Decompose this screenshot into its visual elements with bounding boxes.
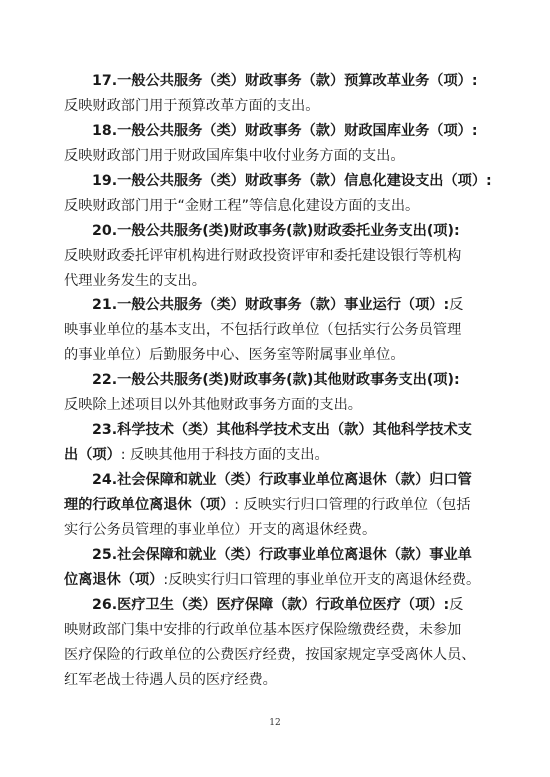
entry-heading: 22.一般公共服务(类)财政事务(款)其他财政事务支出(项):	[92, 372, 460, 388]
entry-heading: 21.一般公共服务（类）财政事务（款）事业运行（项）:	[92, 297, 450, 313]
entry-heading: 17.一般公共服务（类）财政事务（款）预算改革业务（项）:	[92, 73, 478, 89]
entry-17	[64, 69, 504, 119]
entry-description: 代理业务发生的支出。	[64, 273, 206, 289]
entry-20	[64, 219, 504, 294]
entry-18	[64, 119, 504, 169]
entry-continuation	[64, 443, 504, 468]
entry-21	[64, 293, 504, 368]
entry-19	[64, 169, 504, 219]
entry-description: 反映财政部门用于财政国库集中收付业务方面的支出。	[64, 148, 405, 164]
entry-description: 映财政部门集中安排的行政单位基本医疗保险缴费经费，未参加	[64, 622, 462, 638]
entry-heading: 19.一般公共服务（类）财政事务（款）信息化建设支出（项）:	[92, 173, 492, 189]
entry-heading-cont: 出（项）	[64, 447, 121, 463]
entry-description: 实行公务员管理的事业单位）开支的离退休经费。	[64, 522, 377, 538]
entry-heading-cont: 理的行政单位离退休（项）	[64, 497, 235, 513]
entry-heading-line	[64, 293, 504, 318]
entry-description: 红军老战士待遇人员的医疗经费。	[64, 672, 277, 688]
entry-continuation	[64, 493, 504, 518]
entry-heading: 20.一般公共服务(类)财政事务(款)财政委托业务支出(项):	[92, 223, 460, 239]
entry-heading: 26.医疗卫生（类）医疗保障（款）行政单位医疗（项）:	[92, 597, 450, 613]
entry-description: 医疗保险的行政单位的公费医疗经费，按国家规定享受离休人员、	[64, 647, 476, 663]
entry-heading: 18.一般公共服务（类）财政事务（款）财政国库业务（项）:	[92, 123, 478, 139]
entry-heading: 25.社会保障和就业（类）行政事业单位离退休（款）事业单	[92, 547, 472, 563]
entry-23	[64, 418, 504, 468]
entry-description-start: 反	[449, 597, 464, 613]
entry-description: 反映财政委托评审机构进行财政投资评审和委托建设银行等机构	[64, 248, 462, 264]
entry-description: 映事业单位的基本支出，不包括行政单位（包括实行公务员管理	[64, 322, 462, 338]
entry-22	[64, 368, 504, 418]
entry-description: 反映除上述项目以外其他财政事务方面的支出。	[64, 397, 362, 413]
entry-description: : 反映实行归口管理的行政单位（包括	[234, 497, 471, 513]
entry-description-start: 反	[449, 297, 464, 313]
entry-25	[64, 543, 504, 593]
entry-24	[64, 468, 504, 543]
entry-26	[64, 593, 504, 693]
entry-description: 反映财政部门用于预算改革方面的支出。	[64, 98, 320, 114]
entry-description: : 反映其他用于科技方面的支出。	[120, 447, 329, 463]
entry-heading-line	[64, 593, 504, 618]
entry-heading-cont: 位离退休（项）	[64, 572, 164, 588]
entry-heading: 23.科学技术（类）其他科学技术支出（款）其他科学技术支	[92, 422, 472, 438]
entry-heading: 24.社会保障和就业（类）行政事业单位离退休（款）归口管	[92, 472, 472, 488]
entry-description: 的事业单位）后勤服务中心、医务室等附属事业单位。	[64, 347, 405, 363]
page-number: 12	[269, 718, 281, 728]
entry-description: :反映实行归口管理的事业单位开支的离退休经费。	[163, 572, 481, 588]
entry-continuation	[64, 568, 504, 593]
entry-description: 反映财政部门用于“金财工程”等信息化建设方面的支出。	[64, 198, 420, 214]
